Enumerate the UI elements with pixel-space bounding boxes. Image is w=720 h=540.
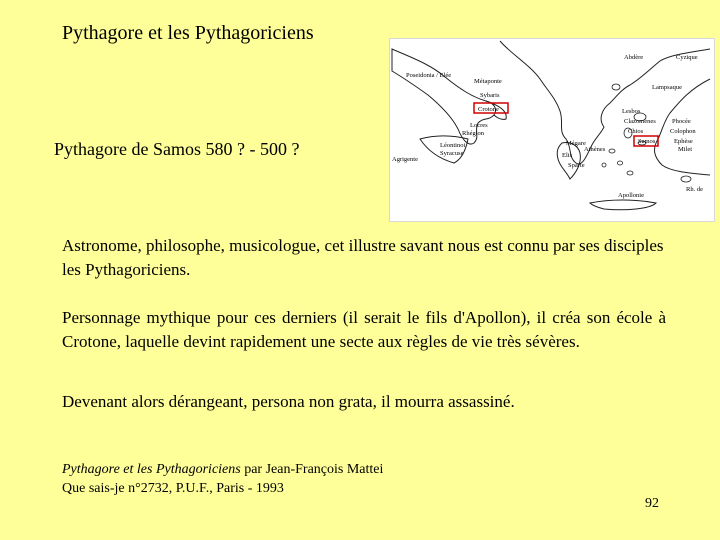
label-lesbos: Lesbos (622, 108, 641, 115)
label-metaponte: Métaponte (474, 78, 502, 85)
page-number: 92 (645, 496, 659, 511)
label-locres: Locres (470, 122, 488, 129)
label-chios: Chios (628, 128, 644, 135)
paragraph-intro: Astronome, philosophe, musicologue, cet illustre savant nous est connu par ses disciples les Pythagoriciens. (62, 236, 664, 279)
subtitle: Pythagore de Samos 580 ? - 500 ? (54, 139, 300, 159)
paragraph-death: Devenant alors dérangeant, persona non grata, il mourra assassiné. (62, 392, 515, 411)
map-image (390, 39, 714, 221)
label-cyzique: Cyzique (676, 54, 698, 61)
label-sybaris: Sybaris (480, 92, 500, 99)
map-of-greek-world (389, 38, 715, 222)
label-lampsaque: Lampsaque (652, 84, 682, 91)
reference-publisher: Que sais-je n°2732, P.U.F., Paris - 1993 (62, 481, 284, 496)
label-phocee: Phocée (672, 118, 691, 125)
label-clazomenes: Clazomènes (624, 118, 656, 125)
label-sparte: Sparte (568, 162, 585, 169)
label-apollonie: Apollonie (618, 192, 644, 199)
label-athenes: Athènes (584, 146, 606, 153)
label-abdere: Abdère (624, 54, 644, 61)
peloponnese-coastline (557, 142, 580, 179)
label-syracuse: Syracuse (440, 150, 464, 157)
paragraph-myth: Personnage mythique pour ces derniers (il serait le fils d'Apollon), il créa son école à Crotone, laquelle devint rapidement une secte aux règles de vie très sévères. (62, 308, 666, 351)
label-agrigente: Agrigente (392, 156, 418, 163)
label-rhegion: Rhégion (462, 130, 485, 137)
label-colophon: Colophon (670, 128, 696, 135)
label-milet: Milet (678, 146, 693, 153)
label-samos: Samos (638, 138, 656, 145)
label-crotone: Crotone (478, 106, 499, 113)
label-leontinoi: Léontinoi (440, 142, 466, 149)
asia-minor-coastline (655, 79, 710, 175)
slide-title: Pythagore et les Pythagoriciens (62, 22, 314, 44)
label-poseidonia: Poseidonia / Elée (406, 72, 452, 79)
label-rhodes: Rh. de (686, 186, 703, 193)
crete-coastline (590, 200, 656, 210)
reference-author: par Jean-François Mattei (240, 462, 384, 477)
label-elis: Elis (562, 152, 573, 159)
label-megare: Mégare (566, 140, 586, 147)
bibliographic-reference (62, 460, 383, 498)
reference-line-1 (62, 460, 383, 479)
label-ephese: Ephèse (674, 138, 693, 145)
reference-book-title: Pythagore et les Pythagoriciens (62, 462, 241, 477)
